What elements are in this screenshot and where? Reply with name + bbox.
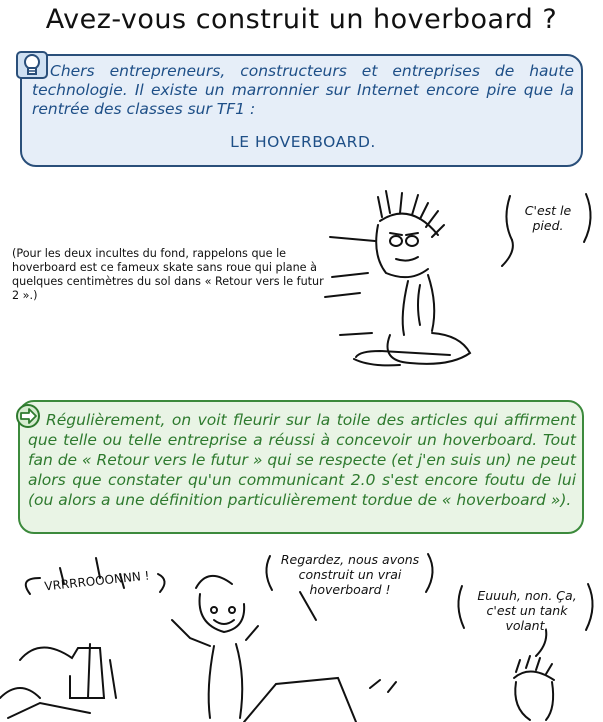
speech-text-pied: C'est le pied. xyxy=(524,203,572,233)
intro-paragraph: Chers entrepreneurs, constructeurs et entreprises de haute technologie. Il existe un marronnier sur Internet encore pire que la rentrée des classes sur TF1 : xyxy=(32,62,574,118)
speech-text-built: Regardez, nous avons construit un vrai hoverboard ! xyxy=(280,552,420,597)
hoverboard-character-drawing xyxy=(320,185,520,385)
sound-effect-text: VRRRROOONNN ! xyxy=(43,568,151,594)
intro-text xyxy=(32,62,574,152)
info-paragraph: Régulièrement, on voit fleurir sur la toile des articles qui affirment que telle ou telle entreprise a réussi à concevoir un hoverboard. Tout fan de « Retour vers le futur » qui se respecte (et j'en suis un) ne peut alors que constater qu'un communicant 2.0 s'est encore foutu de lui (ou alors a une définition particulièrement tordue de « hoverboard »). xyxy=(28,411,577,509)
intro-highlight: LE HOVERBOARD. xyxy=(230,133,376,151)
info-text xyxy=(28,410,576,510)
speech-text-tank: Euuuh, non. Ça, c'est un tank volant. xyxy=(477,588,577,633)
footnote-text: (Pour les deux incultes du fond, rappelons que le hoverboard est ce fameux skate sans roue qui plane à quelques centimètres du sol dans « Retour vers le futur 2 ».) xyxy=(12,247,324,302)
page-title: Avez-vous construit un hoverboard ? xyxy=(45,4,558,35)
